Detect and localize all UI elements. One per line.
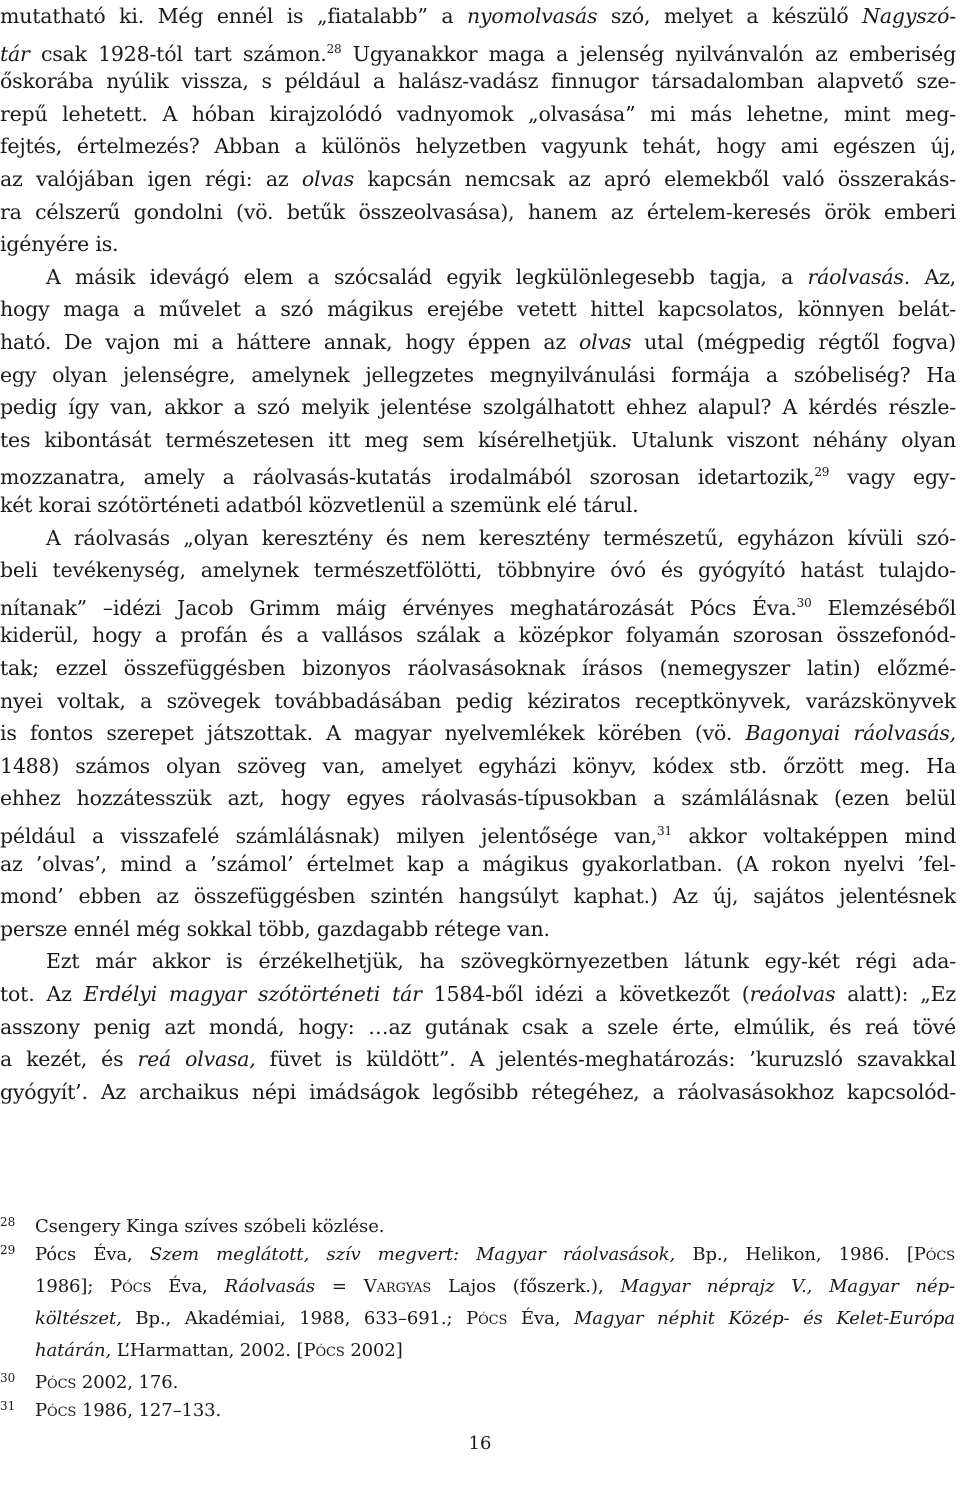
text-line (0, 456, 956, 493)
text-line (0, 815, 956, 852)
text-run: igényére is. (0, 232, 119, 257)
footnote-reference: 29 (814, 465, 830, 480)
text-line (0, 587, 956, 624)
text-run: Az, (910, 264, 956, 289)
text-line (0, 782, 956, 814)
text-run: mozzanatra, amely a ráolvasás-kutatás irodalmából szorosan idetartozik, (0, 465, 815, 490)
text-run: utal (mégpedig régtől fogva) (631, 330, 957, 354)
italic-text: ráolvasás. (807, 264, 911, 289)
text-line (0, 326, 956, 358)
text-line (0, 293, 956, 325)
text-line (46, 261, 956, 293)
text-line (0, 130, 956, 162)
text-run: A másik idevágó elem a szócsalád egyik legkülönlegesebb tagja, a (46, 264, 808, 289)
text-line (0, 359, 956, 391)
text-run: kiderül, hogy a profán és a vallásos szálak a középkor folyamán szorosan összefonód- (0, 623, 956, 648)
text-run: is fontos szerepet játszottak. A magyar nyelvemlékek körében (vö. (0, 721, 746, 746)
text-line (0, 0, 956, 32)
text-run: mutatható ki. Még ennél is „fiatalabb” a (0, 4, 467, 28)
text-run: Csengery Kinga szíves szóbeli közlése. (35, 1216, 385, 1237)
italic-text: Magyar néprajz V., Magyar nép- (620, 1276, 955, 1297)
text-run: Ezt már akkor is érzékelhetjük, ha szövegkörnyezetben látunk egy-két régi ada- (46, 949, 956, 974)
text-line (0, 652, 956, 684)
footnote-reference: 30 (796, 595, 812, 610)
text-run: az ’olvas’, mind a ’számol’ értelmet kap a mágikus gyakorlatban. (A rokon nyelvi ’fel- (0, 851, 956, 876)
italic-text: Bagonyai ráolvasás, (745, 721, 956, 746)
text-run: Bp., Akadémiai, 1988, 633–691.; (121, 1308, 467, 1329)
text-line (0, 1011, 956, 1043)
text-line (0, 554, 956, 586)
text-run: két korai szótörténeti adatból közvetlenül a szemünk elé tárul. (0, 493, 639, 517)
text-run: repű lehetett. A hóban kirajzolódó vadnyomok „olvasása” mi más lehetne, mint meg- (0, 101, 956, 126)
text-run: tak; ezzel összefüggésben bizonyos ráolvasásoknak írásos (nemegyszer latin) előzmé- (0, 656, 956, 680)
text-run: persze ennél még sokkal több, gazdagabb rétege van. (0, 916, 550, 941)
text-run: tot. Az (0, 982, 84, 1006)
text-line (0, 619, 956, 651)
text-run: a kezét, és (0, 1047, 138, 1072)
text-run: 1584-ből idézi a következőt ( (421, 982, 750, 1006)
text-line (0, 391, 956, 423)
text-run: 1986, 127–133. (76, 1400, 222, 1421)
footnote-line (35, 1273, 955, 1301)
text-run: Éva, (507, 1308, 574, 1329)
text-run: nítanak” –idézi Jacob Grimm máig érvényes meghatározását Pócs Éva. (0, 595, 797, 620)
footnote-line (35, 1337, 955, 1365)
text-run: az valójában igen régi: az (0, 167, 302, 191)
text-line (0, 685, 956, 717)
text-run: csak 1928-tól tart számon. (29, 41, 327, 66)
footnote-number: 30 (0, 1371, 16, 1385)
footnote-line (35, 1369, 955, 1397)
text-line (0, 65, 956, 97)
italic-text: reá olvasa, (137, 1047, 256, 1072)
italic-text: Erdélyi magyar szótörténeti tár (83, 982, 422, 1006)
text-line (0, 196, 956, 228)
text-run: hogy maga a művelet a szó mágikus erejébe vetett hittel kapcsolatos, könnyen belát- (0, 297, 956, 322)
text-run: például a visszafelé számlálásnak) milyen jelentősége van, (0, 824, 658, 848)
text-line (0, 33, 956, 70)
text-run: Lajos (főszerk.), (431, 1276, 621, 1297)
text-line (0, 880, 956, 912)
text-run: 2002, 176. (76, 1372, 179, 1393)
small-caps-text: Pócs (466, 1308, 508, 1329)
footnote-number: 28 (0, 1215, 16, 1229)
italic-text: Magyar néphit Közép- és Kelet-Európa (573, 1308, 955, 1329)
text-run: 2002] (344, 1340, 403, 1361)
text-line (0, 978, 956, 1010)
italic-text: olvas (579, 330, 632, 354)
italic-text: Szem meglátott, szív megvert: Magyar ráolvasások, (149, 1244, 676, 1265)
footnote-line (35, 1397, 955, 1425)
text-run: füvet is küldött”. A jelentés-meghatározás: ’kuruzsló szavakkal (255, 1047, 957, 1072)
text-line (0, 424, 956, 456)
italic-text: olvas (301, 167, 355, 191)
small-caps-text: Pócs (110, 1276, 152, 1297)
footnote-reference: 28 (326, 41, 342, 56)
text-run: gyógyít’. Az archaikus népi imádságok legősibb rétegéhez, a ráolvasásokhoz kapcsolód- (0, 1079, 956, 1104)
text-run: alatt): „Ez (835, 982, 956, 1006)
footnote-line (35, 1305, 955, 1333)
italic-text: Ráolvasás (224, 1276, 315, 1297)
text-run: mond’ ebben az összefüggésben szintén hangsúlyt kaphat.) Az új, sajátos jelentésnek (0, 884, 956, 909)
text-run: tes kibontását természetesen itt meg sem kísérelhetjük. Utalunk viszont néhány olyan (0, 427, 956, 452)
text-line (0, 228, 956, 260)
text-line (0, 750, 956, 782)
text-line (0, 848, 956, 880)
page-number: 16 (468, 1433, 492, 1454)
text-run: asszony penig azt mondá, hogy: …az gutának csak a szele érte, elmúlik, és reá tövé (0, 1014, 956, 1039)
text-line (0, 489, 956, 521)
italic-text: tár (0, 41, 30, 66)
text-run: ható. De vajon mi a háttere annak, hogy éppen az (0, 330, 579, 354)
italic-text: reáolvas (749, 982, 836, 1006)
text-run: vagy egy- (829, 465, 956, 490)
text-line (0, 1043, 956, 1075)
text-run: Pócs Éva, (35, 1244, 150, 1265)
text-run: nyei voltak, a szövegek továbbadásában pedig kéziratos receptkönyvek, varázskönyvek (0, 688, 956, 713)
small-caps-text: Pócs (35, 1400, 77, 1421)
text-run: ra célszerű gondolni (vö. betűk összeolvasása), hanem az értelem-keresés örök emberi (0, 199, 956, 224)
small-caps-text: Pócs (35, 1372, 77, 1393)
text-run: Éva, (151, 1276, 225, 1297)
text-line (0, 717, 956, 749)
text-run: A ráolvasás „olyan keresztény és nem keresztény természetű, egyházon kívüli szó- (46, 525, 956, 550)
text-run: fejtés, értelmezés? Abban a különös helyzetben vagyunk tehát, hogy ami egészen új, (0, 134, 956, 159)
text-run: 1488) számos olyan szöveg van, amelyet egyházi könyv, kódex stb. őrzött meg. Ha (0, 753, 956, 778)
italic-text: határán, (35, 1340, 112, 1361)
text-run: őskorába nyúlik vissza, s például a halász-vadász finnugor társadalomban alapvető sze- (0, 69, 956, 94)
small-caps-text: Vargyas (363, 1276, 432, 1297)
footnote-reference: 31 (657, 824, 672, 838)
text-run: kapcsán nemcsak az apró elemekből való összerakás- (354, 167, 957, 191)
text-run: beli tevékenység, amelynek természetfölötti, többnyire óvó és gyógyító hatást tulajdo- (0, 558, 956, 583)
text-run: egy olyan jelenségre, amelynek jellegzetes megnyilvánulási formája a szóbeliség? Ha (0, 362, 956, 387)
text-line (46, 522, 956, 554)
footnote-line (35, 1213, 955, 1241)
text-line (0, 913, 956, 945)
text-run: ehhez hozzátesszük azt, hogy egyes ráolvasás-típusokban a számlálásnak (ezen belül (0, 786, 956, 811)
text-run: Elemzéséből (811, 595, 956, 620)
text-run: akkor voltaképpen mind (671, 824, 956, 848)
text-run: = (315, 1276, 364, 1297)
small-caps-text: Pócs (913, 1244, 955, 1265)
text-line (0, 1076, 956, 1108)
footnote-number: 29 (0, 1243, 16, 1257)
text-line (46, 945, 956, 977)
text-run: L’Harmattan, 2002. [ (111, 1340, 304, 1361)
footnote-number: 31 (0, 1399, 16, 1413)
text-run: Ugyanakkor maga a jelenség nyilvánvalón az emberiség (341, 41, 957, 66)
text-run: Bp., Helikon, 1986. [ (675, 1244, 914, 1265)
italic-text: költészet, (35, 1308, 122, 1329)
text-line (0, 163, 956, 195)
text-run: 1986]; (35, 1276, 111, 1297)
small-caps-text: Pócs (303, 1340, 345, 1361)
text-run: szó, melyet a készülő (597, 4, 863, 28)
text-line (0, 98, 956, 130)
footnote-line (35, 1241, 955, 1269)
italic-text: Nagyszó- (862, 4, 956, 28)
text-run: pedig így van, akkor a szó melyik jelentése szolgálhatott ehhez alapul? A kérdés részle- (0, 395, 956, 420)
italic-text: nyomolvasás (466, 4, 598, 28)
